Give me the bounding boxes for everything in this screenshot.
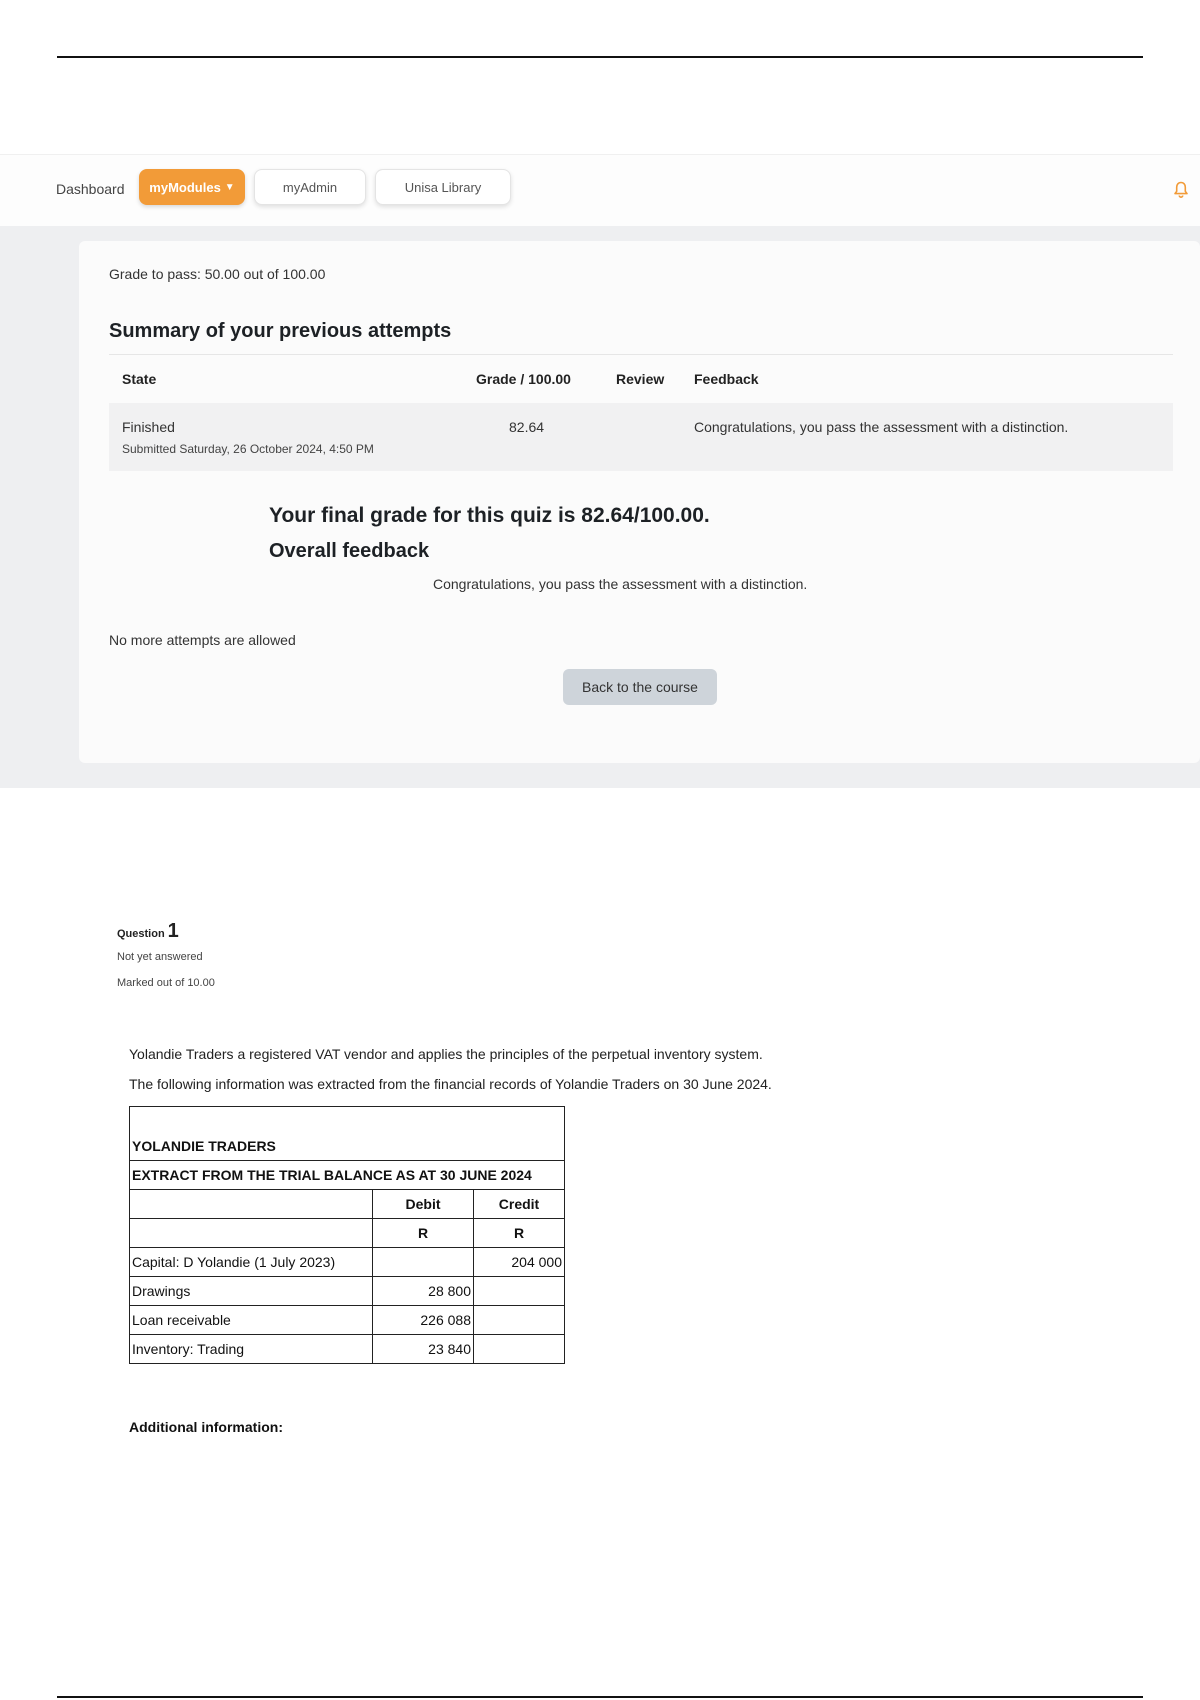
column-header-feedback: Feedback [694,371,759,387]
attempt-grade: 82.64 [509,419,545,435]
no-more-attempts-notice: No more attempts are allowed [109,632,296,648]
column-header-review: Review [616,371,665,387]
nav-my-admin-label: myAdmin [282,179,338,195]
question-label-text: Question [117,928,165,940]
row-credit [474,1335,565,1364]
trial-balance-title: YOLANDIE TRADERS [130,1107,565,1161]
top-rule [57,56,1143,58]
bottom-rule [57,1696,1143,1698]
attempt-feedback: Congratulations, you pass the assessment with a distinction. [694,419,1069,435]
question-status: Not yet answered [117,951,203,963]
table-row [130,1335,565,1364]
row-credit [474,1277,565,1306]
table-row [130,1306,565,1335]
chevron-down-icon: ▼ [224,181,235,193]
row-debit: 28 800 [373,1277,474,1306]
table-row [130,1248,565,1277]
table-cell [130,1219,373,1248]
bell-icon[interactable] [1173,181,1189,199]
attempt-submitted-date: Submitted Saturday, 26 October 2024, 4:50 PM [122,442,374,456]
question-label [117,920,179,943]
nav-dashboard-link[interactable]: Dashboard [56,181,125,197]
overall-feedback-text: Congratulations, you pass the assessment with a distinction. [433,576,808,592]
table-row [109,403,1173,471]
additional-information-heading: Additional information: [129,1419,283,1435]
attempts-table-header [109,354,1173,405]
credit-column-header: Credit [474,1190,565,1219]
row-item: Inventory: Trading [130,1335,373,1364]
trial-balance-subtitle: EXTRACT FROM THE TRIAL BALANCE AS AT 30 JUNE 2024 [130,1161,565,1190]
nav-my-modules-label: myModules [149,179,221,195]
credit-currency: R [474,1219,565,1248]
row-item: Capital: D Yolandie (1 July 2023) [130,1248,373,1277]
nav-my-modules-button[interactable] [139,169,245,205]
question-number: 1 [167,920,179,942]
row-item: Loan receivable [130,1306,373,1335]
back-to-course-button[interactable]: Back to the course [563,669,717,705]
final-grade: Your final grade for this quiz is 82.64/100.00. [269,504,710,527]
overall-feedback-heading: Overall feedback [269,540,430,562]
navbar [0,154,1200,227]
question-text-intro: Yolandie Traders a registered VAT vendor and applies the principles of the perpetual inventory system. [129,1046,763,1062]
grade-to-pass: Grade to pass: 50.00 out of 100.00 [109,266,326,282]
debit-column-header: Debit [373,1190,474,1219]
attempt-state: Finished [122,419,175,435]
debit-currency: R [373,1219,474,1248]
nav-my-admin-button[interactable] [254,169,366,205]
row-item: Drawings [130,1277,373,1306]
trial-balance-table [129,1106,565,1364]
row-debit [373,1248,474,1277]
nav-library-label: Unisa Library [404,179,482,195]
summary-title: Summary of your previous attempts [109,320,452,342]
row-debit: 226 088 [373,1306,474,1335]
question-marks: Marked out of 10.00 [117,977,215,989]
table-cell [130,1190,373,1219]
row-debit: 23 840 [373,1335,474,1364]
table-row [130,1277,565,1306]
question-text-context: The following information was extracted from the financial records of Yolandie Traders on 30 June 2024. [129,1076,772,1092]
nav-library-button[interactable] [375,169,511,205]
column-header-state: State [122,371,157,387]
column-header-grade: Grade / 100.00 [476,371,571,387]
row-credit [474,1306,565,1335]
row-credit: 204 000 [474,1248,565,1277]
